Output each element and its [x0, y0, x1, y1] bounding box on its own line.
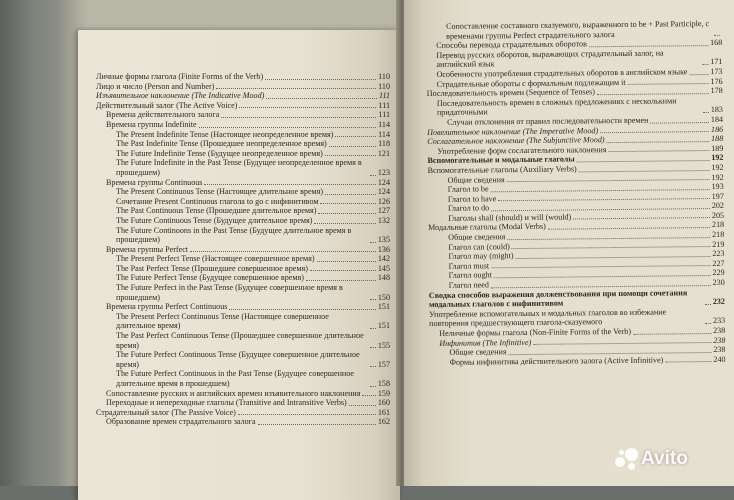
- toc-entry-page: 123: [377, 167, 390, 177]
- toc-leader-dots: [370, 366, 376, 367]
- toc-leader-dots: [370, 175, 376, 176]
- toc-entry: [430, 355, 726, 368]
- toc-entry: [96, 254, 390, 264]
- toc-entry-title: Изъявительное наклонение (The Indicative Mood): [96, 91, 265, 101]
- toc-leader-dots: [229, 309, 375, 310]
- toc-entry-page: 192: [711, 162, 724, 172]
- toc-entry-title: Глаголы shall (should) и will (would): [448, 212, 572, 223]
- toc-leader-dots: [370, 347, 376, 348]
- toc-entry: [96, 350, 390, 369]
- toc-leader-dots: [370, 328, 376, 329]
- toc-entry-title: Времена группы Continuous: [106, 177, 203, 187]
- toc-entry-page: 124: [377, 187, 390, 197]
- toc-entry: [96, 139, 390, 149]
- toc-entry-title: Сочетание Present Continuous глагола to go с инфинитивом: [116, 196, 319, 206]
- toc-entry-title: Формы инфинитива действительного залога (Active Infinitive): [449, 355, 664, 367]
- toc-leader-dots: [589, 45, 708, 47]
- toc-entry-page: 114: [378, 119, 390, 129]
- toc-entry-page: 173: [710, 66, 723, 76]
- left-toc: [96, 72, 390, 427]
- toc-entry-title: The Present Continuous Tense (Настоящее длительное время): [116, 187, 324, 197]
- toc-entry-page: 118: [378, 139, 390, 149]
- toc-entry-title: Страдательный залог (The Passive Voice): [96, 407, 236, 417]
- toc-entry-page: 238: [713, 345, 726, 355]
- toc-entry-page: 219: [712, 239, 725, 249]
- toc-leader-dots: [702, 64, 708, 65]
- toc-entry: [96, 331, 390, 350]
- toc-leader-dots: [317, 261, 376, 262]
- toc-entry: [96, 312, 390, 331]
- toc-leader-dots: [320, 203, 375, 204]
- toc-entry-title: Времена группы Indefinite: [106, 119, 197, 129]
- toc-entry-title: Глагол may (might): [448, 251, 514, 262]
- toc-entry: [96, 178, 390, 188]
- toc-entry-page: 124: [377, 177, 390, 187]
- toc-entry-page: 161: [377, 407, 390, 417]
- toc-entry-title: Действительный залог (The Active Voice): [96, 100, 238, 110]
- toc-leader-dots: [577, 160, 710, 162]
- toc-leader-dots: [258, 424, 376, 425]
- toc-entry: [96, 369, 390, 388]
- toc-entry-title: Глагол must: [448, 261, 490, 271]
- toc-entry-title: The Future Continuous Tense (Будущее длительное время): [116, 215, 313, 225]
- toc-entry-page: 151: [377, 302, 390, 312]
- toc-entry-page: 238: [713, 325, 726, 336]
- toc-leader-dots: [705, 323, 711, 324]
- right-toc: [426, 19, 726, 367]
- toc-entry: [96, 216, 390, 226]
- toc-entry-title: Перевод русских оборотов, выражающих страдательный залог, на английский язык: [436, 48, 664, 70]
- toc-entry-page: 176: [710, 76, 723, 86]
- toc-entry-title: Глагол ought: [448, 270, 492, 281]
- toc-entry-title: Сослагательное наклонение (The Subjunctive Mood): [427, 135, 605, 147]
- toc-entry-page: 127: [377, 206, 390, 216]
- watermark-text: Avito: [641, 448, 688, 469]
- toc-entry-page: 160: [377, 398, 390, 408]
- toc-entry-page: 148: [377, 273, 390, 283]
- toc-entry-title: The Future Perfect Tense (Будущее совершенное время): [116, 273, 304, 283]
- toc-leader-dots: [335, 136, 376, 137]
- toc-entry: [96, 283, 390, 302]
- toc-entry: [96, 408, 390, 418]
- toc-entry-title: Употребление форм сослагательного наклонения: [437, 144, 607, 156]
- toc-entry: [427, 96, 723, 118]
- toc-entry-page: 178: [710, 86, 723, 96]
- toc-entry: [96, 197, 390, 207]
- toc-leader-dots: [310, 270, 376, 271]
- toc-leader-dots: [204, 184, 375, 185]
- toc-leader-dots: [221, 117, 376, 118]
- avito-logo-icon: [615, 448, 637, 470]
- toc-entry-title: Личные формы глагола (Finite Forms of the Verb): [96, 72, 264, 81]
- toc-leader-dots: [314, 223, 375, 224]
- toc-entry-title: Употребление вспомогательных и модальных глаголов во избежание повторения предшествующего глагола-сказуемого: [429, 307, 667, 329]
- toc-entry-title: Страдательные обороты с формальным подлежащим it: [436, 77, 626, 89]
- toc-entry-title: Повелительное наклонение (The Imperative Mood): [427, 125, 599, 137]
- toc-entry-title: The Past Perfect Tense (Прошедшее совершенное время): [116, 263, 308, 273]
- toc-entry-page: 218: [712, 229, 725, 240]
- toc-entry-title: The Present Indefinite Tense (Настоящее неопределенное время): [116, 129, 334, 139]
- toc-entry-title: Времена группы Perfect Continuous: [106, 302, 228, 312]
- toc-entry: [96, 206, 390, 216]
- toc-entry-page: 111: [378, 110, 390, 120]
- toc-entry-page: 184: [710, 114, 724, 124]
- toc-entry-page: 114: [378, 129, 390, 139]
- toc-entry-title: Особенности употребления страдательных оборотов в английском языке: [436, 67, 688, 79]
- toc-entry: [96, 158, 390, 177]
- toc-entry-page: 159: [377, 388, 390, 398]
- toc-leader-dots: [705, 304, 711, 305]
- toc-entry-page: 193: [711, 181, 724, 192]
- toc-entry-page: 230: [712, 277, 725, 288]
- toc-entry-page: 229: [712, 268, 725, 278]
- toc-entry-page: 183: [710, 105, 723, 115]
- toc-entry-title: The Past Continuous Tense (Прошедшее длительное время): [116, 206, 317, 216]
- toc-entry: [96, 226, 390, 245]
- toc-leader-dots: [265, 79, 376, 80]
- toc-entry-title: Времена группы Perfect: [106, 244, 189, 254]
- toc-entry: [96, 245, 390, 255]
- right-page: [404, 0, 734, 486]
- toc-entry: [426, 19, 722, 41]
- toc-entry: [96, 130, 390, 140]
- toc-leader-dots: [238, 414, 376, 415]
- toc-entry-title: The Future Continoons in the Past Tense (Будущее длительное время в прошедшем): [116, 225, 352, 245]
- toc-leader-dots: [318, 213, 375, 214]
- toc-entry-title: Общие сведения: [449, 347, 507, 357]
- toc-entry: [96, 72, 390, 82]
- toc-entry-page: 197: [711, 191, 724, 201]
- toc-entry-page: 111: [379, 91, 390, 101]
- toc-entry-title: Глагол to have: [447, 193, 497, 204]
- toc-entry-title: Времена действительного залога: [106, 110, 220, 120]
- toc-leader-dots: [190, 251, 376, 252]
- toc-entry-title: Общие сведения: [448, 232, 506, 242]
- toc-leader-dots: [266, 98, 377, 99]
- toc-entry-page: 126: [377, 196, 390, 206]
- toc-leader-dots: [607, 141, 710, 143]
- toc-entry-page: 202: [711, 201, 724, 211]
- toc-leader-dots: [633, 333, 711, 335]
- toc-leader-dots: [370, 299, 376, 300]
- toc-entry-title: The Future Perfect Continuous in the Past Tense (Будущее совершенное длительное время в прошедшем): [116, 369, 354, 388]
- toc-entry-page: 162: [377, 417, 390, 427]
- toc-entry-title: Глагол to be: [447, 184, 489, 194]
- avito-watermark: [615, 448, 688, 470]
- toc-entry-page: 238: [713, 335, 726, 345]
- toc-entry-title: Способы перевода страдательных оборотов: [436, 39, 587, 51]
- toc-entry-page: 110: [378, 72, 390, 81]
- toc-entry-title: Глагол to do: [447, 203, 490, 214]
- toc-entry-title: Лицо и число (Person and Number): [96, 81, 215, 91]
- toc-leader-dots: [703, 112, 709, 113]
- toc-leader-dots: [216, 88, 376, 89]
- toc-entry-page: 145: [377, 263, 390, 273]
- toc-entry-page: 223: [712, 249, 725, 259]
- toc-leader-dots: [239, 107, 376, 108]
- toc-leader-dots: [370, 386, 376, 387]
- left-page: [78, 30, 400, 500]
- toc-entry-title: Вспомогательные и модальные глаголы: [427, 154, 575, 166]
- toc-leader-dots: [609, 150, 710, 152]
- toc-entry: [96, 149, 390, 159]
- toc-entry-page: 192: [711, 172, 724, 182]
- toc-entry: [96, 264, 390, 274]
- toc-entry-title: Образование времен страдательного залога: [106, 417, 256, 427]
- toc-entry-title: Последовательность времен в сложных предложениях с несколькими придаточными: [436, 96, 677, 118]
- toc-leader-dots: [714, 35, 720, 36]
- toc-entry-title: Неличные формы глагола (Non-Finite Forms of the Verb): [439, 326, 632, 338]
- toc-entry-page: 132: [377, 215, 390, 225]
- toc-leader-dots: [362, 395, 375, 396]
- toc-entry-title: Вспомогательные глаголы (Auxiliary Verbs): [427, 164, 577, 175]
- toc-entry-title: Глагол need: [448, 280, 489, 290]
- toc-entry: [429, 307, 725, 329]
- toc-entry-title: Сопоставление русских и английских времен изъявительного наклонения: [106, 388, 361, 398]
- toc-entry-page: 157: [377, 359, 390, 369]
- toc-entry-page: 135: [377, 235, 390, 245]
- toc-leader-dots: [597, 93, 709, 95]
- toc-entry-title: Случаи отклонения от правил последовательности времен: [447, 115, 649, 127]
- toc-entry-page: 233: [712, 316, 726, 326]
- toc-entry-title: The Future Perfect in the Past Tense (Будущее совершенное время в прошедшем): [116, 283, 343, 302]
- toc-entry: [96, 187, 390, 197]
- toc-entry: [96, 82, 390, 92]
- toc-entry-page: 136: [377, 244, 390, 254]
- toc-entry-page: 155: [377, 340, 390, 350]
- toc-entry: [96, 302, 390, 312]
- toc-entry: [96, 273, 390, 283]
- toc-entry: [96, 110, 390, 120]
- toc-entry: [96, 398, 390, 408]
- toc-leader-dots: [579, 170, 710, 172]
- toc-entry-page: 232: [712, 297, 725, 307]
- toc-entry-page: 186: [710, 124, 724, 134]
- toc-entry-page: 188: [711, 134, 724, 144]
- toc-leader-dots: [665, 361, 711, 362]
- toc-entry-title: Инфинитив (The Infinitive): [439, 337, 532, 348]
- toc-leader-dots: [325, 194, 376, 195]
- toc-leader-dots: [329, 146, 376, 147]
- toc-entry-title: The Future Perfect Continuous Tense (Будущее совершенное длительное время): [116, 350, 360, 369]
- toc-entry-title: The Future Indefinite Tense (Будущее неопределенное время): [116, 148, 323, 158]
- toc-entry-page: 240: [713, 354, 726, 364]
- toc-entry-title: Глагол can (could): [448, 241, 510, 252]
- toc-entry: [96, 101, 390, 111]
- toc-entry-title: Переходные и непереходные глаголы (Transitive and Intransitive Verbs): [106, 398, 347, 408]
- toc-entry-page: 227: [712, 258, 725, 268]
- toc-entry-title: The Past Indefinite Tense (Прошедшее неопределенное время): [116, 139, 327, 149]
- toc-entry-page: 151: [377, 321, 390, 331]
- toc-leader-dots: [325, 155, 376, 156]
- toc-entry-page: 142: [377, 254, 390, 264]
- toc-entry-page: 158: [377, 379, 390, 388]
- toc-entry-page: 110: [378, 81, 390, 91]
- toc-leader-dots: [306, 280, 376, 281]
- toc-entry-page: 192: [711, 153, 724, 163]
- toc-entry-title: Последовательность времен (Sequence of Tenses): [426, 87, 596, 99]
- toc-leader-dots: [650, 122, 708, 124]
- toc-entry-page: 111: [378, 100, 390, 110]
- toc-entry-page: 189: [711, 143, 724, 153]
- toc-leader-dots: [370, 242, 376, 243]
- toc-entry-page: 171: [710, 57, 723, 67]
- toc-entry-title: Сопоставление составного сказуемого, выраженного to be + Past Participle, с временами группы Perfect страдательного залога: [445, 19, 710, 41]
- toc-entry: [96, 91, 390, 101]
- toc-leader-dots: [600, 131, 709, 133]
- toc-entry-title: The Past Perfect Continuous Tense (Прошедшее совершенное длительное время): [116, 331, 364, 350]
- toc-entry-page: 218: [711, 220, 725, 230]
- toc-entry-title: The Future Indefinite in the Past Tense (Будущее неопределенное время в прошедшем): [116, 158, 362, 177]
- toc-leader-dots: [628, 83, 709, 85]
- toc-leader-dots: [199, 127, 377, 128]
- toc-entry: [96, 389, 390, 399]
- toc-entry: [96, 417, 390, 427]
- toc-entry-page: 205: [711, 210, 725, 220]
- toc-entry-title: The Present Perfect Continuous Tense (Настоящее совершенное длительное время): [116, 311, 329, 331]
- toc-leader-dots: [573, 218, 710, 220]
- toc-entry-title: Сводка способов выражения долженствования при помощи сочетания модальных глаголов с инфинитивом: [428, 287, 688, 310]
- toc-entry-title: Модальные глаголы (Modal Verbs): [428, 222, 546, 233]
- toc-entry-title: The Present Perfect Tense (Настоящее совершенное время): [116, 254, 315, 264]
- toc-entry-page: 150: [377, 292, 390, 302]
- toc-entry-title: Общие сведения: [447, 174, 505, 185]
- toc-entry-page: 121: [377, 148, 390, 158]
- toc-entry-page: 168: [710, 38, 723, 48]
- toc-entry: [96, 120, 390, 130]
- toc-leader-dots: [689, 74, 708, 75]
- toc-leader-dots: [349, 405, 376, 406]
